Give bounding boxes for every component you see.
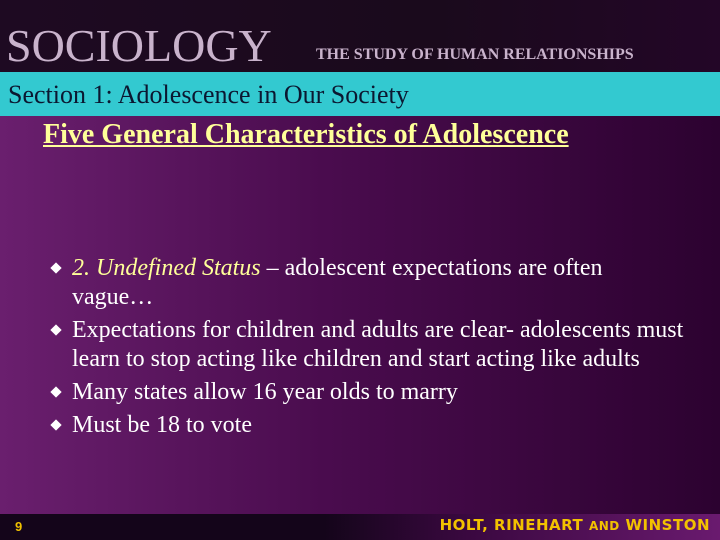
diamond-bullet-icon: [50, 419, 61, 430]
bullet-text: Many states allow 16 year olds to marry: [72, 379, 458, 405]
section-title: Section 1: Adolescence in Our Society: [8, 80, 409, 109]
bullet-term: 2. Undefined Status: [72, 255, 261, 281]
bullet-item: [48, 316, 688, 374]
bullet-item: [48, 378, 688, 407]
publisher-logo: [440, 514, 710, 537]
app-subtitle: THE STUDY OF HUMAN RELATIONSHIPS: [316, 46, 634, 63]
bullet-list: [48, 254, 688, 444]
diamond-bullet-icon: [50, 386, 61, 397]
publisher-and: AND: [588, 519, 620, 533]
bullet-text: Must be 18 to vote: [72, 412, 252, 438]
bullet-text: – adolescent expectations are often vague…: [72, 255, 603, 310]
diamond-bullet-icon: [50, 262, 61, 273]
page-number: 9: [15, 519, 23, 534]
bullet-text: Expectations for children and adults are clear- adolescents must learn to stop acting like children and start acting like adults: [72, 317, 684, 372]
slide-heading: Five General Characteristics of Adolescence: [43, 119, 569, 150]
publisher-name-part1: HOLT, RINEHART: [439, 516, 589, 534]
app-title: SOCIOLOGY: [6, 20, 272, 71]
bullet-item: [48, 254, 688, 312]
publisher-name-part2: WINSTON: [619, 516, 710, 534]
bullet-item: [48, 411, 688, 440]
diamond-bullet-icon: [50, 324, 61, 335]
